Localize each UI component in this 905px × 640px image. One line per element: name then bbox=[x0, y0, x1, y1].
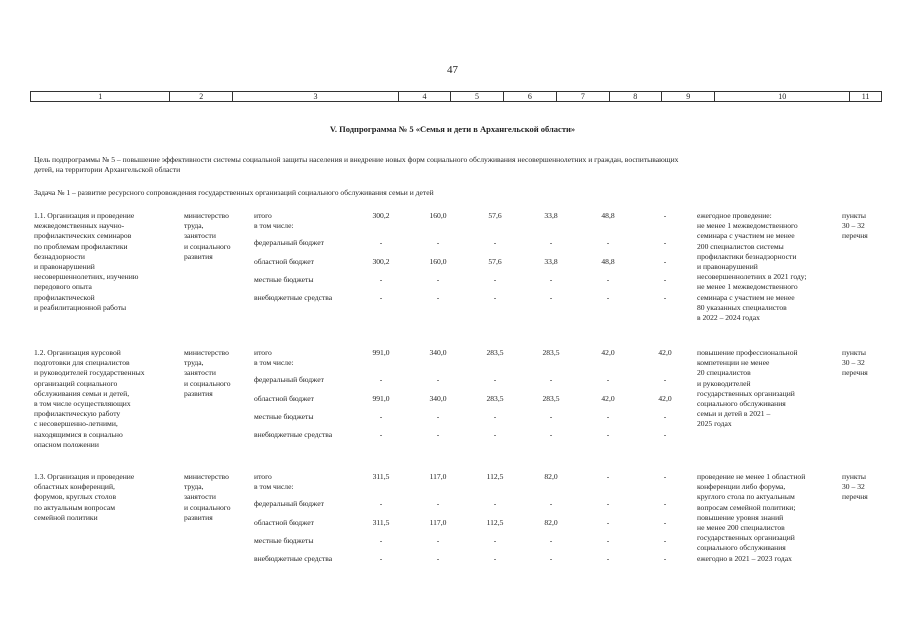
funding-value: 117,0 bbox=[429, 518, 447, 527]
expected-result: повышение профессиональной компетенции не менее 20 специалистов и руководителей государственных организаций социального обслуживания семьи и детей в 2021 – 2025 годах bbox=[697, 348, 798, 429]
funding-source-label: федеральный бюджет bbox=[254, 238, 324, 247]
expected-result: ежегодное проведение: не менее 1 межведомственного семинара с участием не менее 200 специалистов системы профилактики безнадзорности и правонарушений несовершеннолетних в 2021 году; не менее 1 межведомственного семинара с участием не менее 80 указанных специалистов в 2022 – 2024 годах bbox=[697, 211, 807, 323]
funding-value: - bbox=[606, 275, 610, 284]
measure-name: 1.3. Организация и проведение областных конференций, форумов, круглых столов по актуальным вопросам семейной политики bbox=[34, 472, 135, 522]
funding-value: - bbox=[549, 536, 553, 545]
funding-value: - bbox=[436, 536, 440, 545]
funding-source-label: внебюджетные средства bbox=[254, 293, 333, 302]
funding-source-label: итого в том числе: bbox=[254, 472, 294, 492]
funding-value: - bbox=[663, 275, 667, 284]
funding-value: - bbox=[379, 275, 383, 284]
funding-value: - bbox=[493, 412, 497, 421]
funding-value: - bbox=[436, 430, 440, 439]
funding-value: 311,5 bbox=[372, 472, 390, 481]
funding-value: 57,6 bbox=[488, 257, 502, 266]
funding-value: - bbox=[379, 238, 383, 247]
funding-source-label: внебюджетные средства bbox=[254, 554, 333, 563]
funding-value: 283,5 bbox=[486, 394, 504, 403]
funding-value: - bbox=[493, 499, 497, 508]
funding-value: - bbox=[606, 472, 610, 481]
funding-value: - bbox=[663, 375, 667, 384]
funding-source-label: внебюджетные средства bbox=[254, 430, 333, 439]
funding-source-label: итого в том числе: bbox=[254, 348, 294, 368]
column-number: 2 bbox=[170, 92, 233, 101]
funding-value: 82,0 bbox=[544, 472, 558, 481]
expected-result: проведение не менее 1 областной конференции либо форума, круглого стола по актуальным вопросам семейной политики; повышение уровня знаний не менее 200 специалистов государственных организаций социального обслуживания ежегодно в 2021 – 2023 годах bbox=[697, 472, 806, 563]
funding-value: - bbox=[549, 554, 553, 563]
funding-value: 42,0 bbox=[658, 348, 672, 357]
funding-value: - bbox=[436, 554, 440, 563]
funding-value: - bbox=[379, 430, 383, 439]
funding-value: - bbox=[493, 536, 497, 545]
funding-value: - bbox=[606, 499, 610, 508]
goal-line-2: детей, на территории Архангельской области bbox=[34, 165, 181, 174]
funding-value: - bbox=[606, 238, 610, 247]
funding-value: - bbox=[606, 430, 610, 439]
funding-value: 160,0 bbox=[429, 211, 447, 220]
list-reference: пункты 30 – 32 перечня bbox=[842, 348, 868, 378]
funding-value: - bbox=[379, 499, 383, 508]
column-number: 8 bbox=[610, 92, 662, 101]
page-number: 47 bbox=[447, 64, 458, 76]
funding-value: 283,5 bbox=[542, 394, 560, 403]
funding-value: - bbox=[549, 375, 553, 384]
funding-value: - bbox=[663, 536, 667, 545]
funding-source-label: федеральный бюджет bbox=[254, 375, 324, 384]
funding-value: 48,8 bbox=[601, 257, 615, 266]
funding-source-label: федеральный бюджет bbox=[254, 499, 324, 508]
column-number: 11 bbox=[861, 92, 870, 101]
funding-value: - bbox=[663, 554, 667, 563]
funding-source-label: местные бюджеты bbox=[254, 275, 314, 284]
funding-value: - bbox=[663, 499, 667, 508]
funding-value: 42,0 bbox=[658, 394, 672, 403]
column-number: 4 bbox=[399, 92, 451, 101]
funding-value: - bbox=[606, 518, 610, 527]
column-number: 3 bbox=[233, 92, 399, 101]
funding-source-label: местные бюджеты bbox=[254, 412, 314, 421]
funding-value: 42,0 bbox=[601, 394, 615, 403]
funding-value: - bbox=[493, 430, 497, 439]
funding-value: 283,5 bbox=[486, 348, 504, 357]
list-reference: пункты 30 – 32 перечня bbox=[842, 211, 868, 241]
funding-value: 283,5 bbox=[542, 348, 560, 357]
funding-value: - bbox=[663, 412, 667, 421]
funding-value: 82,0 bbox=[544, 518, 558, 527]
measure-name: 1.1. Организация и проведение межведомственных научно- профилактических семинаров по проблемам профилактики безнадзорности и правонарушений несовершеннолетних, изучению передового опыта профилактической и реабилитационной работы bbox=[34, 211, 139, 312]
funding-value: - bbox=[549, 293, 553, 302]
funding-source-label: областной бюджет bbox=[254, 257, 314, 266]
funding-value: 112,5 bbox=[486, 472, 504, 481]
funding-value: 117,0 bbox=[429, 472, 447, 481]
funding-value: 160,0 bbox=[429, 257, 447, 266]
funding-value: 340,0 bbox=[429, 348, 447, 357]
funding-value: - bbox=[436, 238, 440, 247]
funding-value: - bbox=[436, 375, 440, 384]
funding-value: - bbox=[663, 238, 667, 247]
column-number: 1 bbox=[31, 92, 170, 101]
funding-value: 991,0 bbox=[372, 394, 390, 403]
funding-source-label: областной бюджет bbox=[254, 394, 314, 403]
funding-value: - bbox=[606, 536, 610, 545]
funding-value: - bbox=[493, 275, 497, 284]
funding-value: - bbox=[436, 412, 440, 421]
subprogram-title: V. Подпрограмма № 5 «Семья и дети в Архангельской области» bbox=[329, 124, 576, 134]
list-reference: пункты 30 – 32 перечня bbox=[842, 472, 868, 502]
funding-value: - bbox=[549, 430, 553, 439]
funding-value: - bbox=[606, 375, 610, 384]
column-number: 9 bbox=[662, 92, 715, 101]
column-number: 10 bbox=[715, 92, 850, 101]
funding-value: - bbox=[663, 472, 667, 481]
funding-value: - bbox=[379, 536, 383, 545]
executor: министерство труда, занятости и социального развития bbox=[184, 348, 231, 398]
funding-value: - bbox=[606, 412, 610, 421]
funding-value: - bbox=[379, 554, 383, 563]
funding-value: - bbox=[663, 430, 667, 439]
funding-value: - bbox=[606, 554, 610, 563]
funding-value: - bbox=[663, 293, 667, 302]
funding-value: 311,5 bbox=[372, 518, 390, 527]
funding-source-label: итого в том числе: bbox=[254, 211, 294, 231]
funding-value: 33,8 bbox=[544, 211, 558, 220]
funding-value: 48,8 bbox=[601, 211, 615, 220]
funding-value: 991,0 bbox=[372, 348, 390, 357]
task-line: Задача № 1 – развитие ресурсного сопровождения государственных организаций социального обслуживания семьи и детей bbox=[34, 188, 434, 197]
funding-value: - bbox=[549, 499, 553, 508]
funding-value: - bbox=[436, 275, 440, 284]
funding-value: - bbox=[493, 238, 497, 247]
funding-value: - bbox=[606, 293, 610, 302]
funding-value: - bbox=[663, 518, 667, 527]
funding-value: - bbox=[549, 275, 553, 284]
funding-value: - bbox=[493, 375, 497, 384]
funding-source-label: областной бюджет bbox=[254, 518, 314, 527]
goal-line-1: Цель подпрограммы № 5 – повышение эффективности системы социальной защиты населения и внедрение новых форм социального обслуживания несовершеннолетних и граждан, воспитывающих bbox=[34, 155, 679, 164]
funding-value: 57,6 bbox=[488, 211, 502, 220]
column-number: 6 bbox=[504, 92, 557, 101]
funding-value: 42,0 bbox=[601, 348, 615, 357]
executor: министерство труда, занятости и социального развития bbox=[184, 211, 231, 261]
funding-value: - bbox=[493, 554, 497, 563]
column-number: 7 bbox=[557, 92, 609, 101]
column-number-header bbox=[30, 91, 882, 102]
measure-name: 1.2. Организация курсовой подготовки для специалистов и руководителей государственных организаций социального обслуживания семьи и детей, в том числе осуществляющих профилактическую работу с несовершенно-летними, находящимися в социально опасном положении bbox=[34, 348, 145, 449]
funding-value: - bbox=[379, 293, 383, 302]
funding-value: - bbox=[379, 412, 383, 421]
funding-value: - bbox=[663, 257, 667, 266]
funding-value: 112,5 bbox=[486, 518, 504, 527]
column-number: 5 bbox=[451, 92, 503, 101]
funding-value: - bbox=[549, 238, 553, 247]
funding-value: 300,2 bbox=[372, 257, 390, 266]
funding-value: 300,2 bbox=[372, 211, 390, 220]
funding-value: 33,8 bbox=[544, 257, 558, 266]
funding-value: 340,0 bbox=[429, 394, 447, 403]
funding-value: - bbox=[493, 293, 497, 302]
funding-value: - bbox=[436, 293, 440, 302]
funding-source-label: местные бюджеты bbox=[254, 536, 314, 545]
funding-value: - bbox=[663, 211, 667, 220]
executor: министерство труда, занятости и социального развития bbox=[184, 472, 231, 522]
funding-value: - bbox=[549, 412, 553, 421]
funding-value: - bbox=[436, 499, 440, 508]
funding-value: - bbox=[379, 375, 383, 384]
